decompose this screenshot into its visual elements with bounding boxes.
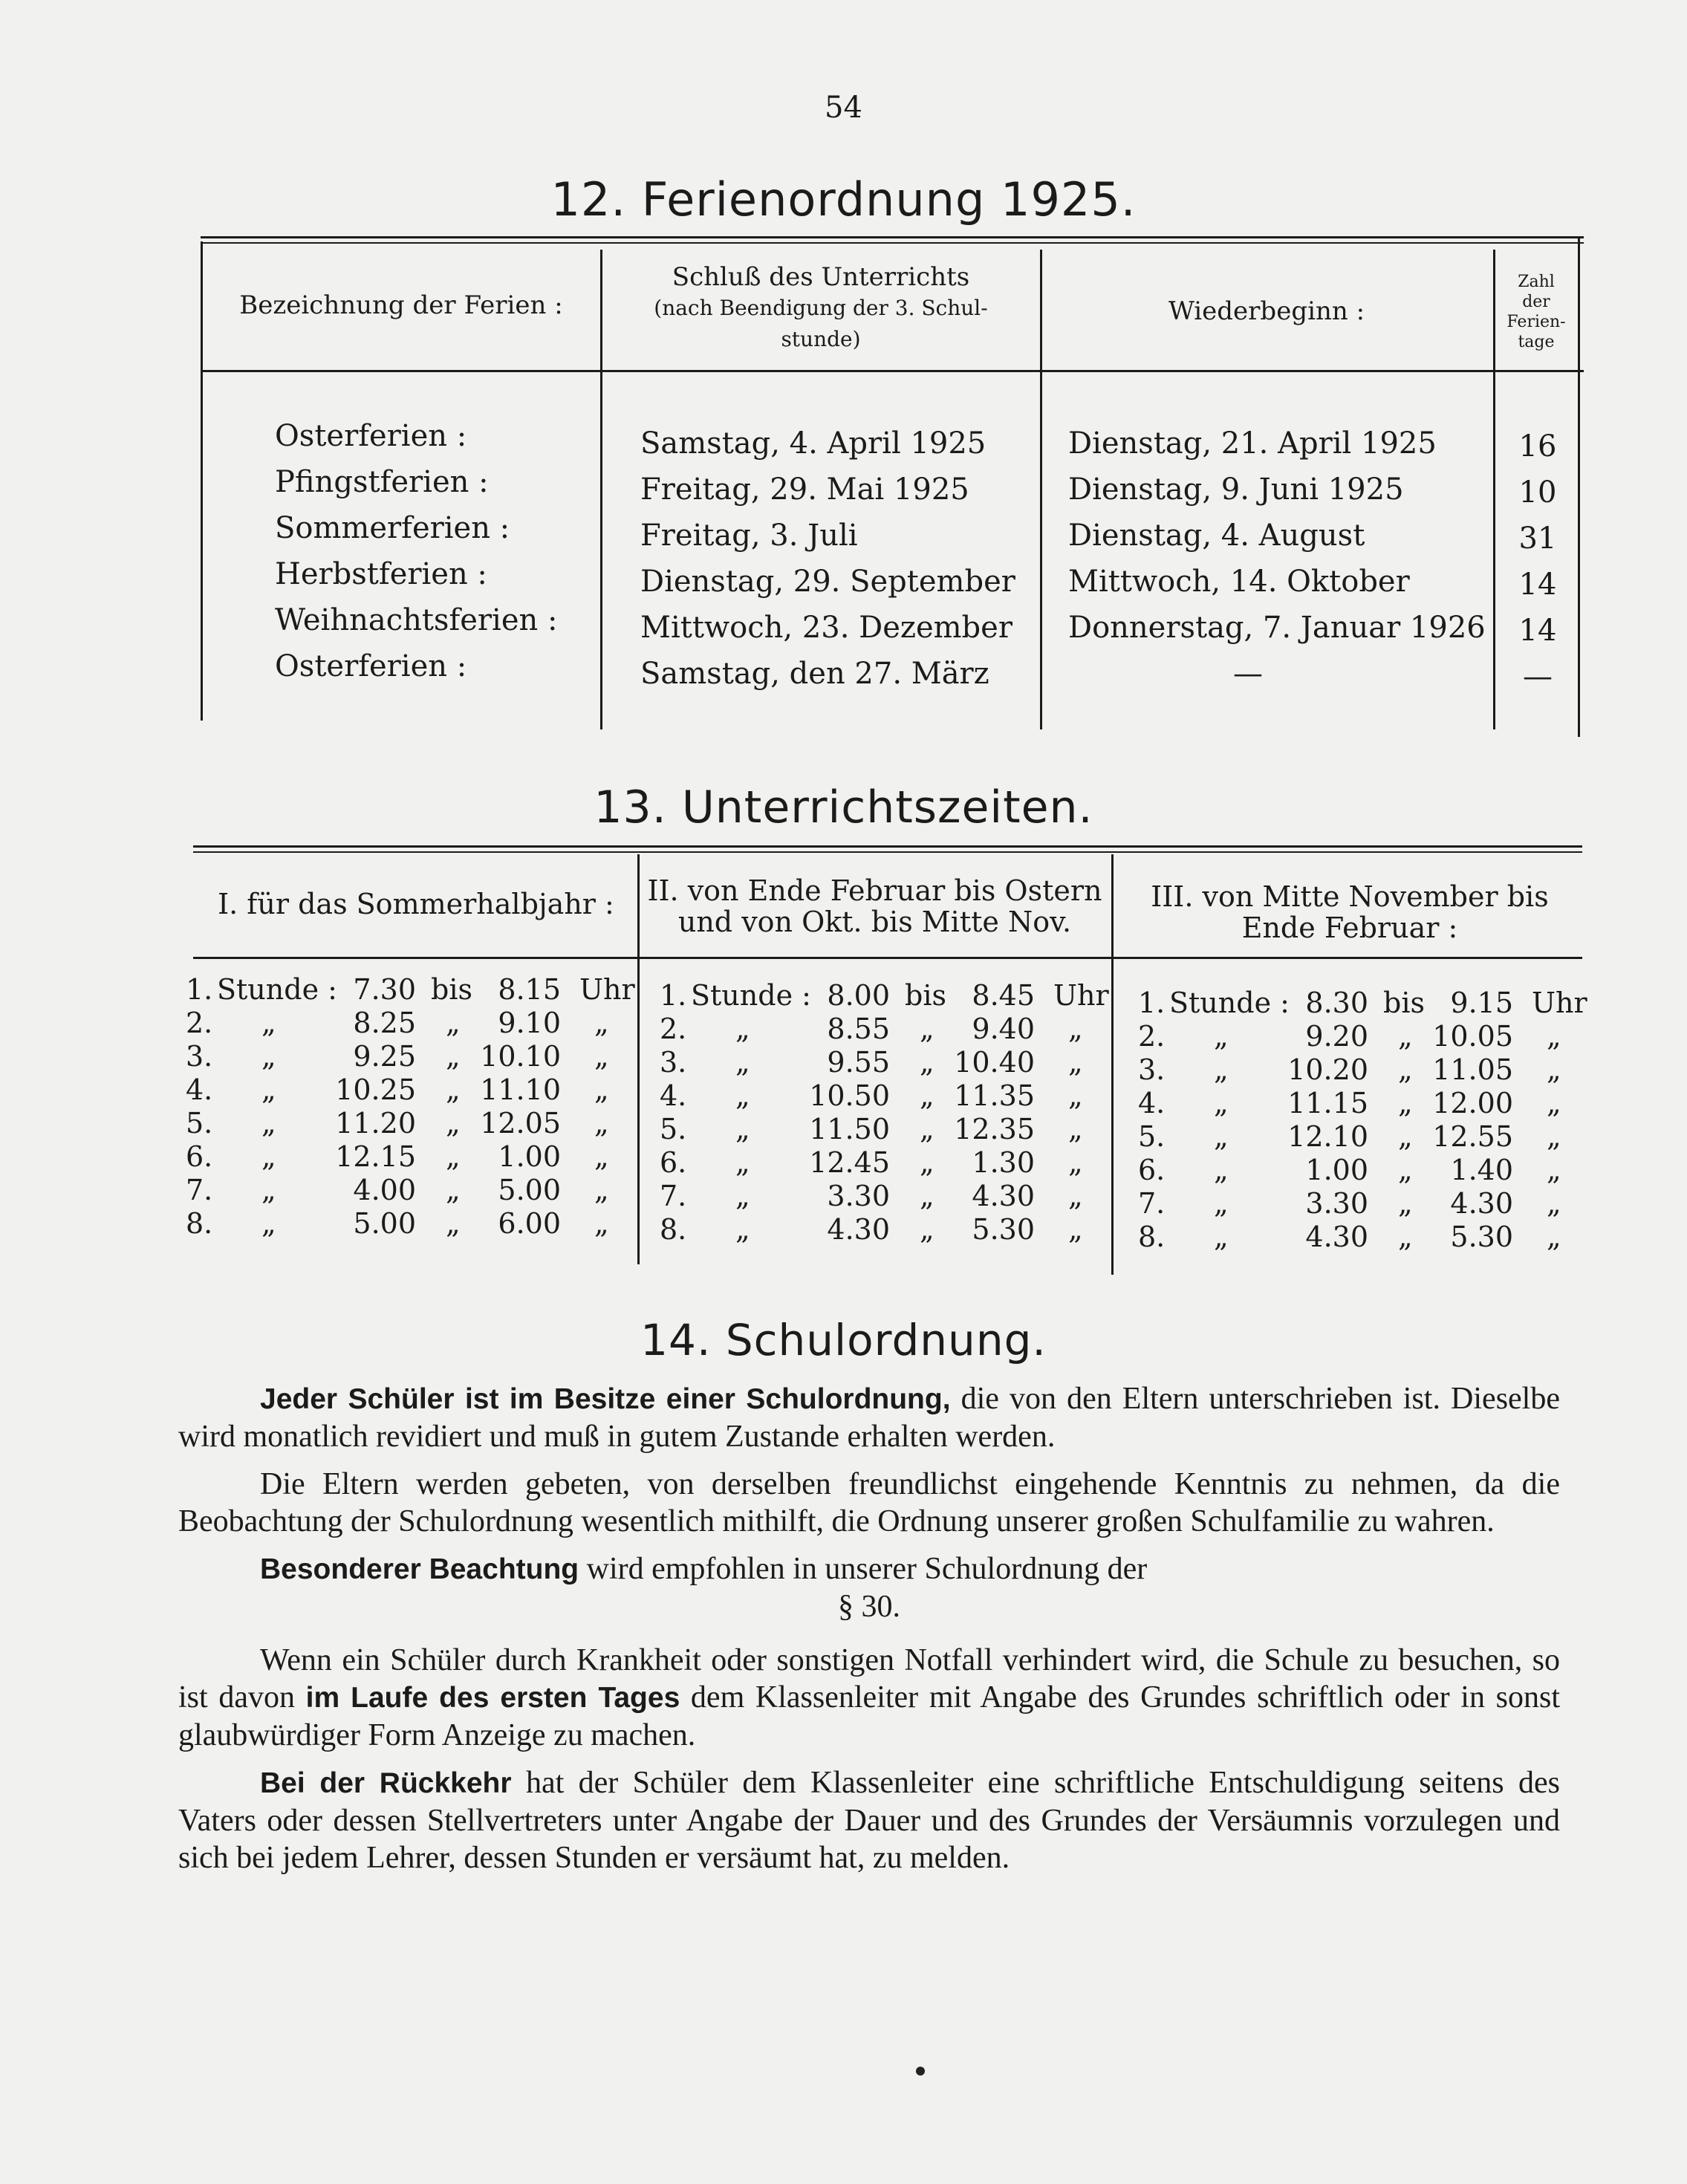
stunde-label: „ — [1214, 1020, 1229, 1053]
bis-label: „ — [446, 1140, 461, 1173]
stunde-label: „ — [735, 1180, 750, 1212]
end-time: 11.05 — [1432, 1053, 1513, 1086]
period-number: 6. — [660, 1146, 687, 1179]
paragraph-5 — [178, 1764, 1560, 1876]
end-time: 9.15 — [1450, 987, 1513, 1019]
uhr-label: „ — [594, 1107, 609, 1140]
bis-label: „ — [1398, 1053, 1413, 1086]
p5-bold: Bei der Rückkehr — [260, 1767, 512, 1799]
end-time: 5.00 — [498, 1174, 561, 1206]
bis-label: bis — [1383, 987, 1425, 1019]
uhr-label: „ — [1068, 1146, 1083, 1179]
stunde-label: „ — [261, 1140, 276, 1173]
ferien-days: 14 — [1518, 614, 1557, 648]
ferien-days: 10 — [1518, 475, 1557, 510]
schedule-row — [186, 1007, 624, 1040]
ferien-end: Freitag, 29. Mai 1925 — [640, 472, 969, 507]
ferien-end: Samstag, 4. April 1925 — [640, 426, 986, 461]
bis-label: „ — [446, 1040, 461, 1073]
start-time: 8.55 — [827, 1013, 890, 1045]
period-number: 2. — [660, 1013, 687, 1045]
schedule-row — [1138, 1053, 1584, 1087]
schedule-row — [660, 979, 1109, 1013]
header-bezeichnung: Bezeichnung der Ferien : — [239, 290, 563, 320]
uhr-label: „ — [594, 1007, 609, 1039]
uhr-label: „ — [594, 1040, 609, 1073]
stunde-label: „ — [261, 1207, 276, 1240]
end-time: 12.35 — [954, 1113, 1035, 1145]
start-time: 10.50 — [809, 1079, 890, 1112]
bis-label: „ — [1398, 1187, 1413, 1220]
start-time: 11.50 — [809, 1113, 890, 1145]
header-februar-ostern — [643, 875, 1107, 937]
stunde-label: „ — [735, 1213, 750, 1246]
bis-label: „ — [1398, 1120, 1413, 1153]
stunde-label: „ — [1214, 1221, 1229, 1253]
start-time: 9.25 — [353, 1040, 416, 1073]
ferien-end: Dienstag, 29. September — [640, 565, 1015, 599]
uhr-label: „ — [1547, 1154, 1561, 1186]
stunde-label: Stunde : — [691, 979, 811, 1012]
schulordnung-text — [178, 1380, 1560, 1887]
bis-label: „ — [920, 1180, 934, 1212]
page-number: 54 — [825, 91, 862, 125]
end-time: 5.30 — [972, 1213, 1035, 1246]
ferien-name: Pfingstferien : — [275, 465, 489, 499]
uhr-label: „ — [594, 1073, 609, 1106]
bis-label: „ — [1398, 1020, 1413, 1053]
start-time: 4.30 — [827, 1213, 890, 1246]
header-november-februar-line1: III. von Mitte November bis — [1151, 880, 1549, 913]
end-time: 9.10 — [498, 1007, 561, 1039]
start-time: 11.20 — [335, 1107, 416, 1140]
end-time: 5.30 — [1450, 1221, 1513, 1253]
stunde-label: „ — [735, 1079, 750, 1112]
bis-label: „ — [920, 1146, 934, 1179]
stunde-label: „ — [261, 1073, 276, 1106]
uhr-label: „ — [1547, 1120, 1561, 1153]
period-number: 7. — [1138, 1187, 1166, 1220]
end-time: 12.00 — [1432, 1087, 1513, 1119]
stunde-label: „ — [1214, 1187, 1229, 1220]
stunde-label: „ — [261, 1040, 276, 1073]
schedule-row — [660, 1079, 1105, 1113]
end-time: 8.45 — [972, 979, 1035, 1012]
stunde-label: Stunde : — [217, 973, 337, 1006]
uhr-label: Uhr — [579, 973, 635, 1006]
header-november-februar-line2: Ende Februar : — [1241, 911, 1458, 944]
period-number: 5. — [1138, 1120, 1166, 1153]
bis-label: bis — [905, 979, 946, 1012]
ferien-end: Freitag, 3. Juli — [640, 519, 858, 553]
start-time: 3.30 — [1305, 1187, 1368, 1220]
p4-bold: im Laufe des ersten Tages — [305, 1682, 680, 1714]
start-time: 8.30 — [1305, 987, 1368, 1019]
header-schluss-line3: stunde) — [781, 327, 861, 351]
header-februar-ostern-line1: II. von Ende Februar bis Ostern — [647, 874, 1102, 907]
table-left-border — [201, 241, 203, 721]
schedule-row — [186, 1207, 624, 1241]
start-time: 3.30 — [827, 1180, 890, 1212]
uhr-label: „ — [1068, 1013, 1083, 1045]
header-sommerhalbjahr: I. für das Sommerhalbjahr : — [218, 888, 614, 920]
ferien-restart: Donnerstag, 7. Januar 1926 — [1068, 611, 1486, 645]
uhr-label: „ — [1547, 1020, 1561, 1053]
ferien-end: Samstag, den 27. März — [640, 657, 989, 691]
column-divider — [637, 854, 640, 1264]
end-time: 1.40 — [1450, 1154, 1513, 1186]
period-number: 6. — [1138, 1154, 1166, 1186]
end-time: 10.40 — [954, 1046, 1035, 1079]
start-time: 11.15 — [1287, 1087, 1368, 1119]
start-time: 12.45 — [809, 1146, 890, 1179]
period-number: 3. — [660, 1046, 687, 1079]
start-time: 1.00 — [1305, 1154, 1368, 1186]
header-zahl-line3: Ferien- — [1506, 313, 1566, 331]
column-divider — [1040, 250, 1042, 729]
period-number: 7. — [660, 1180, 687, 1212]
schedule-row — [186, 1107, 624, 1140]
p1-bold: Jeder Schüler ist im Besitze einer Schulordnung, — [260, 1383, 951, 1415]
bis-label: „ — [920, 1046, 934, 1079]
schedule-row — [660, 1146, 1105, 1180]
p1-text: die von den Eltern unterschrieben ist. Dieselbe wird monatlich revidiert und muß in gutem Zustande erhalten werden. — [178, 1382, 1560, 1454]
section-14-title: 14. Schulordnung. — [640, 1315, 1047, 1365]
period-number: 4. — [660, 1079, 687, 1112]
ferien-restart: Dienstag, 4. August — [1068, 519, 1365, 553]
end-time: 9.40 — [972, 1013, 1035, 1045]
end-time: 10.10 — [480, 1040, 561, 1073]
schedule-row — [660, 1013, 1105, 1046]
ferien-name: Osterferien : — [275, 649, 467, 683]
table-top-rule-2 — [193, 851, 1582, 853]
paragraph-3 — [178, 1550, 1560, 1588]
column-divider — [600, 250, 602, 729]
bis-label: „ — [446, 1073, 461, 1106]
period-number: 1. — [1138, 987, 1166, 1019]
p4-text-end: dem Klassenleiter mit Angabe des Grundes schriftlich oder in sonst glaubwürdiger Form Anzeige zu machen. — [178, 1680, 1560, 1752]
table-top-rule-2 — [201, 242, 1584, 244]
schedule-row — [660, 1180, 1105, 1213]
uhr-label: „ — [594, 1174, 609, 1206]
period-number: 8. — [1138, 1221, 1166, 1253]
uhr-label: Uhr — [1532, 987, 1587, 1019]
bis-label: „ — [446, 1174, 461, 1206]
p5-text: hat der Schüler dem Klassenleiter eine schriftliche Entschuldigung seitens des Vaters oder dessen Stellvertreters unter Angabe der Dauer und des Grundes der Versäumnis vorzulegen und sich bei jedem Lehrer, dessen Stunden er versäumt hat, zu melden. — [178, 1766, 1560, 1875]
start-time: 4.30 — [1305, 1221, 1368, 1253]
stunde-label: „ — [261, 1174, 276, 1206]
bis-label: „ — [446, 1207, 461, 1240]
stunde-label: „ — [1214, 1053, 1229, 1086]
ferien-restart: Dienstag, 9. Juni 1925 — [1068, 472, 1404, 507]
ferien-days: 14 — [1518, 568, 1557, 602]
uhr-label: „ — [1068, 1180, 1083, 1212]
ferien-name: Osterferien : — [275, 419, 467, 453]
stunde-label: „ — [261, 1107, 276, 1140]
p4-text: Wenn ein Schüler durch Krankheit oder sonstigen Notfall verhindert wird, die Schule zu besuchen, so ist davon — [178, 1643, 1560, 1715]
paragraph-2: Die Eltern werden gebeten, von derselben freundlichst eingehende Kenntnis zu nehmen, da die Beobachtung der Schulordnung wesentlich mithilft, die Ordnung unserer großen Schulfamilie zu wahren. — [178, 1467, 1560, 1538]
table-header-rule — [193, 957, 1582, 959]
section-13-title: 13. Unterrichtszeiten. — [594, 781, 1093, 833]
uhr-label: „ — [1068, 1079, 1083, 1112]
header-wiederbeginn: Wiederbeginn : — [1168, 296, 1365, 326]
stunde-label: „ — [1214, 1087, 1229, 1119]
period-number: 1. — [660, 979, 687, 1012]
uhr-label: „ — [1068, 1046, 1083, 1079]
stunde-label: „ — [1214, 1154, 1229, 1186]
header-schluss-line1: Schluß des Unterrichts — [672, 262, 970, 292]
schedule-row — [1138, 1221, 1584, 1254]
end-time: 1.30 — [972, 1146, 1035, 1179]
start-time: 9.20 — [1305, 1020, 1368, 1053]
header-zahl — [1496, 272, 1576, 352]
start-time: 12.10 — [1287, 1120, 1368, 1153]
start-time: 4.00 — [353, 1174, 416, 1206]
start-time: 8.00 — [827, 979, 890, 1012]
header-schluss — [605, 261, 1036, 355]
bis-label: „ — [920, 1079, 934, 1112]
header-zahl-line1: Zahl — [1518, 273, 1555, 291]
end-time: 4.30 — [1450, 1187, 1513, 1220]
section-12-title: 12. Ferienordnung 1925. — [550, 172, 1137, 227]
schedule-row — [186, 1073, 624, 1107]
start-time: 10.20 — [1287, 1053, 1368, 1086]
table-top-rule — [201, 236, 1584, 238]
bis-label: bis — [431, 973, 472, 1006]
schedule-row — [660, 1046, 1105, 1079]
ferien-days: 16 — [1518, 429, 1557, 464]
schedule-sommer — [186, 973, 635, 1241]
stunde-label: „ — [735, 1046, 750, 1079]
uhr-label: „ — [1068, 1113, 1083, 1145]
schedule-row — [660, 1113, 1105, 1146]
schedule-november-februar — [1138, 987, 1587, 1254]
schedule-row — [1138, 987, 1587, 1020]
schedule-row — [1138, 1187, 1584, 1221]
end-time: 12.05 — [480, 1107, 561, 1140]
start-time: 5.00 — [353, 1207, 416, 1240]
period-number: 5. — [186, 1107, 213, 1140]
column-divider — [1111, 854, 1114, 1275]
end-time: 1.00 — [498, 1140, 561, 1173]
schedule-row — [186, 1174, 624, 1207]
end-time: 6.00 — [498, 1207, 561, 1240]
schedule-row — [1138, 1154, 1584, 1187]
start-time: 9.55 — [827, 1046, 890, 1079]
schedule-row — [1138, 1120, 1584, 1154]
stunde-label: „ — [735, 1013, 750, 1045]
period-number: 1. — [186, 973, 213, 1006]
header-zahl-line4: tage — [1518, 333, 1555, 351]
ferien-days: 31 — [1518, 521, 1557, 556]
p3-bold: Besonderer Beachtung — [260, 1553, 579, 1585]
uhr-label: „ — [594, 1207, 609, 1240]
start-time: 12.15 — [335, 1140, 416, 1173]
bis-label: „ — [920, 1013, 934, 1045]
ferien-restart: Mittwoch, 14. Oktober — [1068, 565, 1410, 599]
bis-label: „ — [446, 1007, 461, 1039]
header-zahl-line2: der — [1522, 293, 1550, 311]
start-time: 7.30 — [353, 973, 416, 1006]
end-time: 8.15 — [498, 973, 561, 1006]
start-time: 10.25 — [335, 1073, 416, 1106]
paragraph-1 — [178, 1380, 1560, 1455]
ferien-days: — — [1523, 660, 1553, 694]
paragraph-4 — [178, 1642, 1560, 1754]
uhr-label: „ — [1547, 1087, 1561, 1119]
uhr-label: „ — [594, 1140, 609, 1173]
stunde-label: Stunde : — [1169, 987, 1290, 1019]
bis-label: „ — [920, 1113, 934, 1145]
ferien-name: Weihnachtsferien : — [275, 603, 558, 637]
bis-label: „ — [1398, 1221, 1413, 1253]
end-time: 4.30 — [972, 1180, 1035, 1212]
bis-label: „ — [446, 1107, 461, 1140]
end-time: 11.10 — [480, 1073, 561, 1106]
p3-text: wird empfohlen in unserer Schulordnung der — [579, 1552, 1148, 1586]
end-time: 10.05 — [1432, 1020, 1513, 1053]
paragraph-3-ref: § 30. — [838, 1590, 900, 1624]
schedule-row — [186, 973, 635, 1007]
stunde-label: „ — [735, 1146, 750, 1179]
ferien-end: Mittwoch, 23. Dezember — [640, 611, 1012, 645]
start-time: 8.25 — [353, 1007, 416, 1039]
schedule-row — [186, 1140, 624, 1174]
period-number: 8. — [186, 1207, 213, 1240]
period-number: 2. — [1138, 1020, 1166, 1053]
table-header-rule — [201, 370, 1584, 372]
end-time: 11.35 — [954, 1079, 1035, 1112]
bis-label: „ — [1398, 1087, 1413, 1119]
uhr-label: „ — [1068, 1213, 1083, 1246]
period-number: 2. — [186, 1007, 213, 1039]
uhr-label: „ — [1547, 1053, 1561, 1086]
uhr-label: „ — [1547, 1187, 1561, 1220]
bis-label: „ — [1398, 1154, 1413, 1186]
bis-label: „ — [920, 1213, 934, 1246]
header-februar-ostern-line2: und von Okt. bis Mitte Nov. — [677, 906, 1072, 938]
header-november-februar — [1116, 881, 1584, 943]
schedule-februar-ostern — [660, 979, 1109, 1247]
period-number: 4. — [1138, 1087, 1166, 1119]
period-number: 5. — [660, 1113, 687, 1145]
period-number: 6. — [186, 1140, 213, 1173]
page-dot — [916, 2067, 925, 2076]
table-top-rule — [193, 845, 1582, 848]
ferien-restart: Dienstag, 21. April 1925 — [1068, 426, 1437, 461]
uhr-label: Uhr — [1053, 979, 1109, 1012]
end-time: 12.55 — [1432, 1120, 1513, 1153]
period-number: 8. — [660, 1213, 687, 1246]
uhr-label: „ — [1547, 1221, 1561, 1253]
period-number: 3. — [1138, 1053, 1166, 1086]
period-number: 7. — [186, 1174, 213, 1206]
period-number: 4. — [186, 1073, 213, 1106]
ferien-name: Sommerferien : — [275, 511, 510, 545]
stunde-label: „ — [735, 1113, 750, 1145]
period-number: 3. — [186, 1040, 213, 1073]
schedule-row — [1138, 1087, 1584, 1120]
ferien-name: Herbstferien : — [275, 557, 487, 591]
ferien-restart: — — [1233, 657, 1263, 691]
header-schluss-line2: (nach Beendigung der 3. Schul- — [654, 296, 988, 320]
stunde-label: „ — [261, 1007, 276, 1039]
schedule-row — [660, 1213, 1105, 1247]
stunde-label: „ — [1214, 1120, 1229, 1153]
schedule-row — [1138, 1020, 1584, 1053]
schedule-row — [186, 1040, 624, 1073]
